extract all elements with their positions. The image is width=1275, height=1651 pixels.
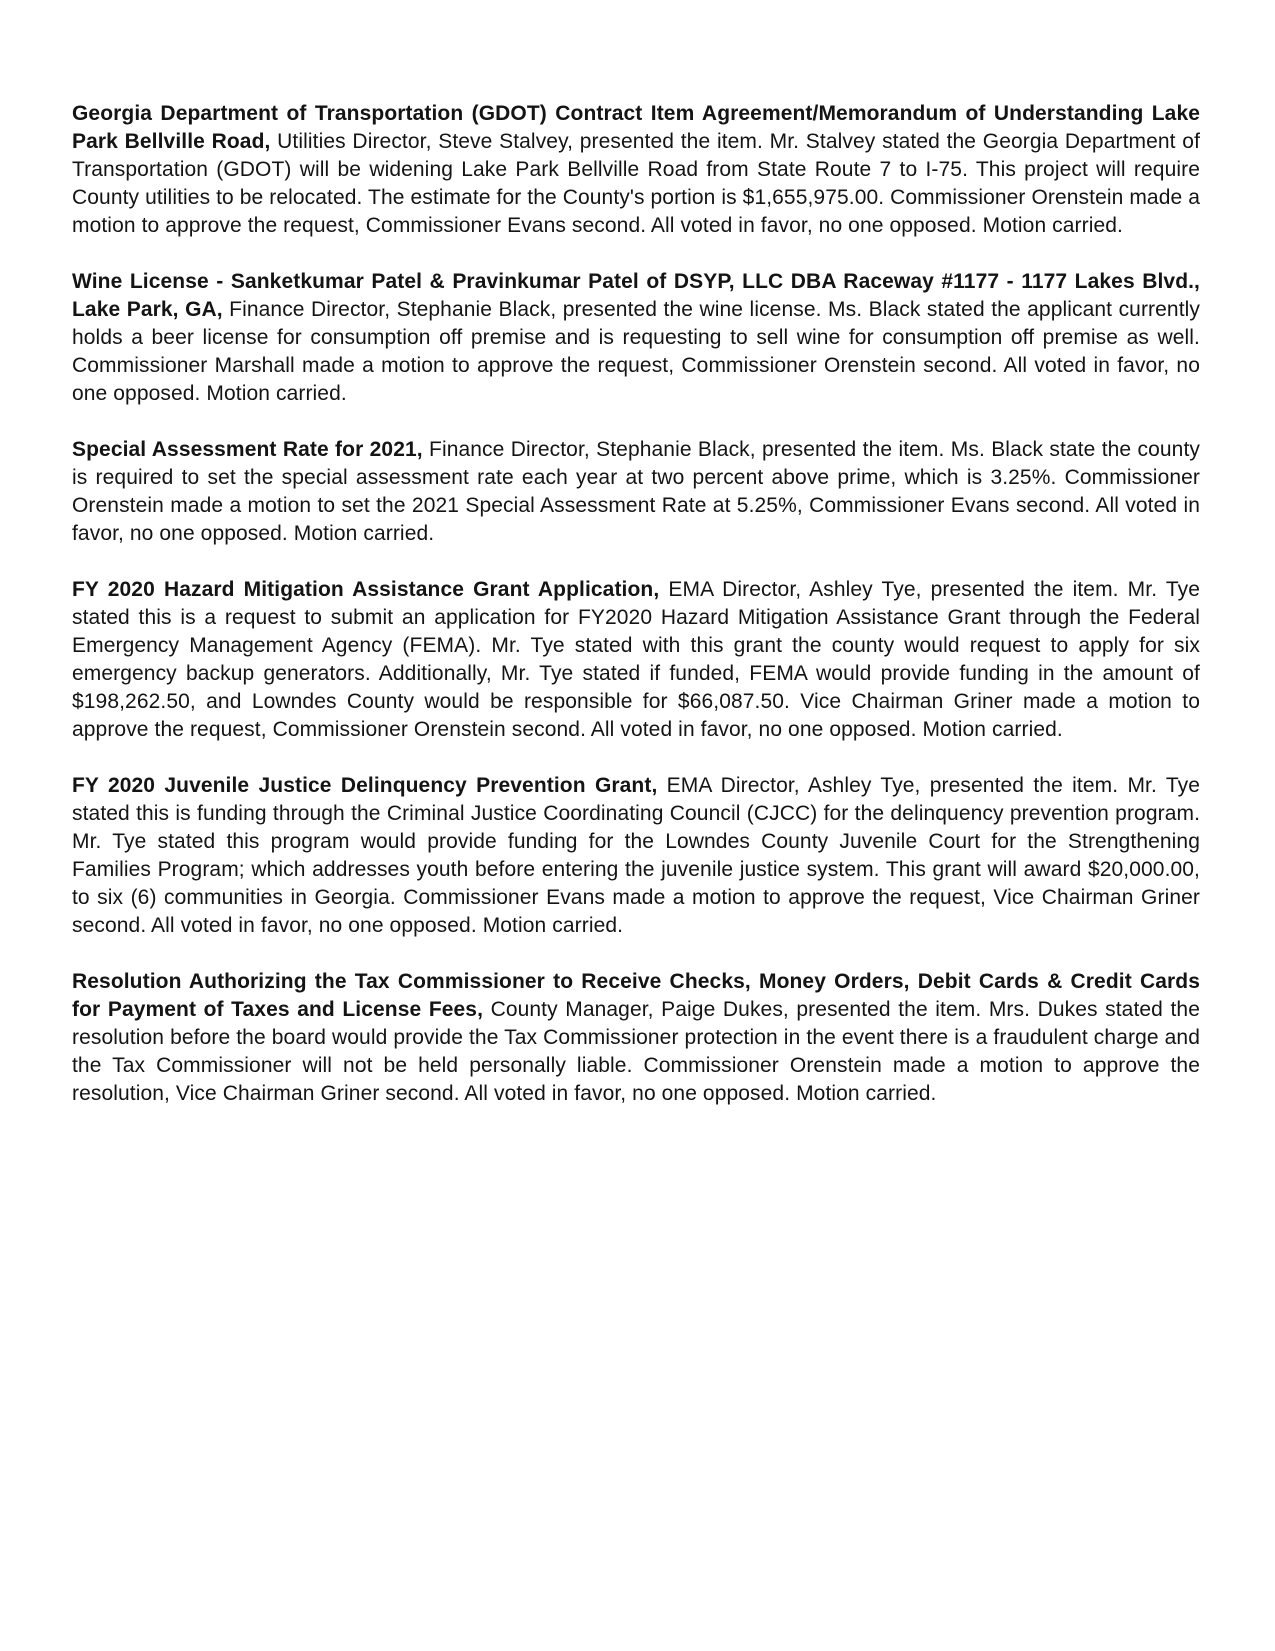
paragraph-body: Finance Director, Stephanie Black, presented the item. Ms. Black state the county is required to set the special assessment rate each year at two percent above prime, which is 3.25%. Commissioner Orenstein made a motion to set the 2021 Special Assessment Rate at 5.25%, Commissioner Evans second. All voted in favor, no one opposed. Motion carried. xyxy=(72,438,1200,545)
paragraph-lead: Wine License - Sanketkumar Patel & Pravinkumar Patel of DSYP, LLC DBA Raceway #1177 - 1177 Lakes Blvd., Lake Park, GA, xyxy=(72,270,1200,321)
minutes-paragraph-wine-license xyxy=(72,268,1200,408)
paragraph-body: Finance Director, Stephanie Black, presented the wine license. Ms. Black stated the applicant currently holds a beer license for consumption off premise and is requesting to sell wine for consumption off premise as well. Commissioner Marshall made a motion to approve the request, Commissioner Orenstein second. All voted in favor, no one opposed. Motion carried. xyxy=(72,298,1200,405)
minutes-paragraph-tax-commissioner-resolution xyxy=(72,968,1200,1108)
paragraph-body: Utilities Director, Steve Stalvey, presented the item. Mr. Stalvey stated the Georgia Department of Transportation (GDOT) will be widening Lake Park Bellville Road from State Route 7 to I-75. This project will require County utilities to be relocated. The estimate for the County's portion is $1,655,975.00. Commissioner Orenstein made a motion to approve the request, Commissioner Evans second. All voted in favor, no one opposed. Motion carried. xyxy=(72,130,1200,237)
paragraph-body: County Manager, Paige Dukes, presented the item. Mrs. Dukes stated the resolution before the board would provide the Tax Commissioner protection in the event there is a fraudulent charge and the Tax Commissioner will not be held personally liable. Commissioner Orenstein made a motion to approve the resolution, Vice Chairman Griner second. All voted in favor, no one opposed. Motion carried. xyxy=(72,998,1200,1105)
paragraph-body: EMA Director, Ashley Tye, presented the item. Mr. Tye stated this is funding through the Criminal Justice Coordinating Council (CJCC) for the delinquency prevention program. Mr. Tye stated this program would provide funding for the Lowndes County Juvenile Court for the Strengthening Families Program; which addresses youth before entering the juvenile justice system. This grant will award $20,000.00, to six (6) communities in Georgia. Commissioner Evans made a motion to approve the request, Vice Chairman Griner second. All voted in favor, no one opposed. Motion carried. xyxy=(72,774,1200,937)
minutes-paragraph-special-assessment xyxy=(72,436,1200,548)
minutes-paragraph-gdot-contract xyxy=(72,100,1200,240)
paragraph-lead: FY 2020 Juvenile Justice Delinquency Prevention Grant, xyxy=(72,774,658,797)
paragraph-lead: FY 2020 Hazard Mitigation Assistance Grant Application, xyxy=(72,578,660,601)
paragraph-body: EMA Director, Ashley Tye, presented the item. Mr. Tye stated this is a request to submit an application for FY2020 Hazard Mitigation Assistance Grant through the Federal Emergency Management Agency (FEMA). Mr. Tye stated with this grant the county would request to apply for six emergency backup generators. Additionally, Mr. Tye stated if funded, FEMA would provide funding in the amount of $198,262.50, and Lowndes County would be responsible for $66,087.50. Vice Chairman Griner made a motion to approve the request, Commissioner Orenstein second. All voted in favor, no one opposed. Motion carried. xyxy=(72,578,1201,741)
minutes-paragraph-juvenile-justice-grant xyxy=(72,772,1200,940)
paragraph-lead: Special Assessment Rate for 2021, xyxy=(72,438,423,461)
paragraph-lead: Georgia Department of Transportation (GDOT) Contract Item Agreement/Memorandum of Understanding Lake Park Bellville Road, xyxy=(72,102,1200,153)
paragraph-lead: Resolution Authorizing the Tax Commissioner to Receive Checks, Money Orders, Debit Cards & Credit Cards for Payment of Taxes and License Fees, xyxy=(72,970,1200,1021)
minutes-paragraph-hazard-mitigation-grant xyxy=(72,576,1200,744)
